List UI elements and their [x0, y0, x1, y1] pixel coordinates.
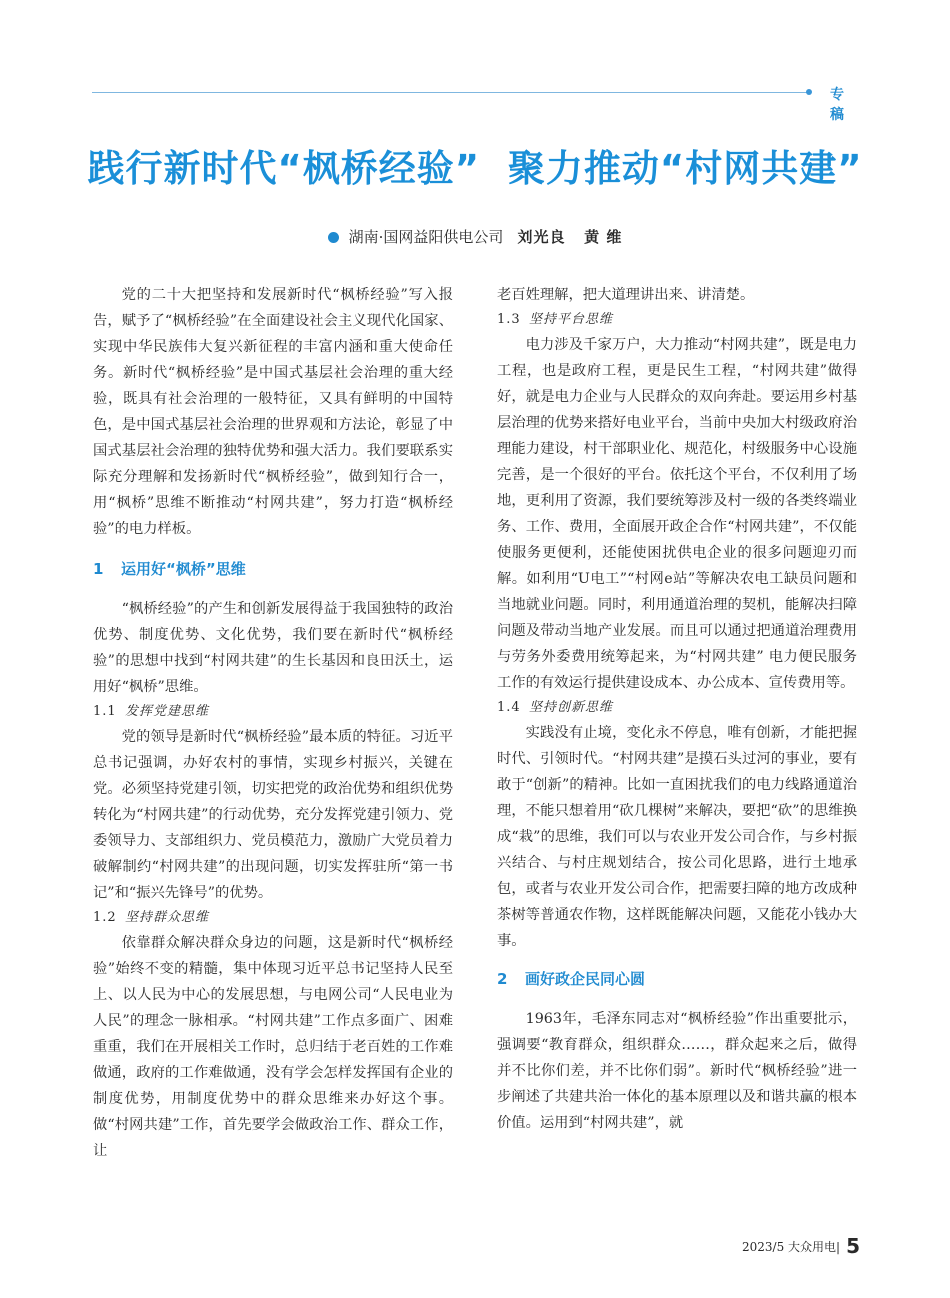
intro-paragraph: 党的二十大把坚持和发展新时代“枫桥经验”写入报告，赋予了“枫桥经验”在全面建设社会主义现代化国家、实现中华民族伟大复兴新征程的丰富内涵和重大使命任务。新时代“枫桥经验”是中国式基层社会治理的重大经验，既具有社会治理的一般特征，又具有鲜明的中国特色，是中国式基层社会治理的世界观和方法论，彰显了中国式基层社会治理的独特优势和强大活力。我们要联系实际充分理解和发扬新时代“枫桥经验”，做到知行合一，用“枫桥”思维不断推动“村网共建”，努力打造“枫桥经验”的电力样板。 — [93, 287, 453, 537]
subsection-1-1-paragraph: 党的领导是新时代“枫桥经验”最本质的特征。习近平总书记强调，办好农村的事情，实现乡村振兴，关键在党。必须坚持党建引领，切实把党的政治优势和组织优势转化为“村网共建”的行动优势，充分发挥党建引领力、党委领导力、支部组织力、党员模范力，激励广大党员着力破解制约“村网共建”的出现问题，切实发挥驻所“第一书记”和“振兴先锋号”的优势。 — [93, 729, 453, 901]
subsection-1-2-paragraph: 依靠群众解决群众身边的问题，这是新时代“枫桥经验”始终不变的精髓，集中体现习近平总书记坚持人民至上、以人民为中心的发展思想，与电网公司“人民电业为人民”的理念一脉相承。“村网共建”工作点多面广、困难重重，我们在开展相关工作时，总归结于老百姓的工作难做通，政府的工作难做通，没有学会怎样发挥国有企业的制度优势，用制度优势中的群众思维来办好这个事。做“村网共建”工作，首先要学会做政治工作、群众工作，让 — [93, 935, 453, 1159]
subsection-1-3-paragraph: 电力涉及千家万户，大力推动“村网共建”，既是电力工程，也是政府工程，更是民生工程，“村网共建”做得好，就是电力企业与人民群众的双向奔赴。要运用乡村基层治理的优势来搭好电业平台，当前中央加大村级政府治理能力建设，村干部职业化、规范化，村级服务中心设施完善，是一个很好的平台。依托这个平台，不仅利用了场地，更利用了资源，我们要统筹涉及村一级的各类终端业务、工作、费用，全面展开政企合作“村网共建”，不仅能使服务更便利，还能使困扰供电企业的很多问题迎刃而解。如利用“U电工”“村网e站”等解决农电工缺员问题和当地就业问题。同时，利用通道治理的契机，能解决扫障问题及带动当地产业发展。而且可以通过把通道治理费用与劳务外委费用统筹起来，为“村网共建” 电力便民服务工作的有效运行提供建设成本、办公成本、宣传费用等。 — [497, 337, 857, 691]
right-column — [497, 282, 857, 1136]
continued-paragraph: 老百姓理解，把大道理讲出来、讲清楚。 — [497, 287, 755, 303]
author-affiliation: 湖南·国网益阳供电公司 — [348, 228, 504, 246]
page-number: 5 — [846, 1234, 860, 1258]
header-rule — [92, 92, 810, 93]
section-label: 专稿 — [830, 87, 858, 123]
section-2-paragraph: 1963年，毛泽东同志对“枫桥经验”作出重要批示，强调要“教育群众，组织群众……，群众起来之后，做得并不比你们差，并不比你们弱”。新时代“枫桥经验”进一步阐述了共建共治一体化的基本原理以及和谐共赢的根本价值。运用到“村网共建”，就 — [497, 1011, 857, 1131]
subsection-heading-1-4: 1.4 坚持创新思维 — [497, 700, 614, 715]
issue-label: 2023/5 大众用电 — [741, 1240, 837, 1254]
byline — [0, 226, 950, 247]
subsection-1-4-paragraph: 实践没有止境，变化永不停息，唯有创新，才能把握时代、引领时代。“村网共建”是摸石头过河的事业，要有敢于“创新”的精神。比如一直困扰我们的电力线路通道治理，不能只想着用“砍几棵树”来解决，要把“砍”的思维换成“栽”的思维，我们可以与农业开发公司合作，与乡村振兴结合、与村庄规划结合，按公司化思路，进行土地承包，或者与农业开发公司合作，把需要扫障的地方改成种茶树等普通农作物，这样既能解决问题，又能花小钱办大事。 — [497, 725, 857, 949]
bullet-icon — [328, 232, 339, 243]
subsection-heading-1-3: 1.3 坚持平台思维 — [497, 312, 614, 327]
subsection-heading-1-2: 1.2 坚持群众思维 — [93, 910, 210, 925]
subsection-heading-1-1: 1.1 发挥党建思维 — [93, 704, 210, 719]
article-title: 践行新时代“枫桥经验” 聚力推动“村网共建” — [87, 147, 863, 190]
section-heading-1: 1 运用好“枫桥”思维 — [93, 560, 246, 578]
author-names: 刘光良 黄 维 — [517, 228, 623, 246]
page-footer: 2023/5 大众用电| 5 — [741, 1234, 860, 1258]
left-column — [93, 282, 453, 1164]
section-1-paragraph: “枫桥经验”的产生和创新发展得益于我国独特的政治优势、制度优势、文化优势，我们要在新时代“枫桥经验”的思想中找到“村网共建”的生长基因和良田沃土，运用好“枫桥”思维。 — [93, 601, 453, 695]
section-heading-2: 2 画好政企民同心圆 — [497, 970, 646, 988]
